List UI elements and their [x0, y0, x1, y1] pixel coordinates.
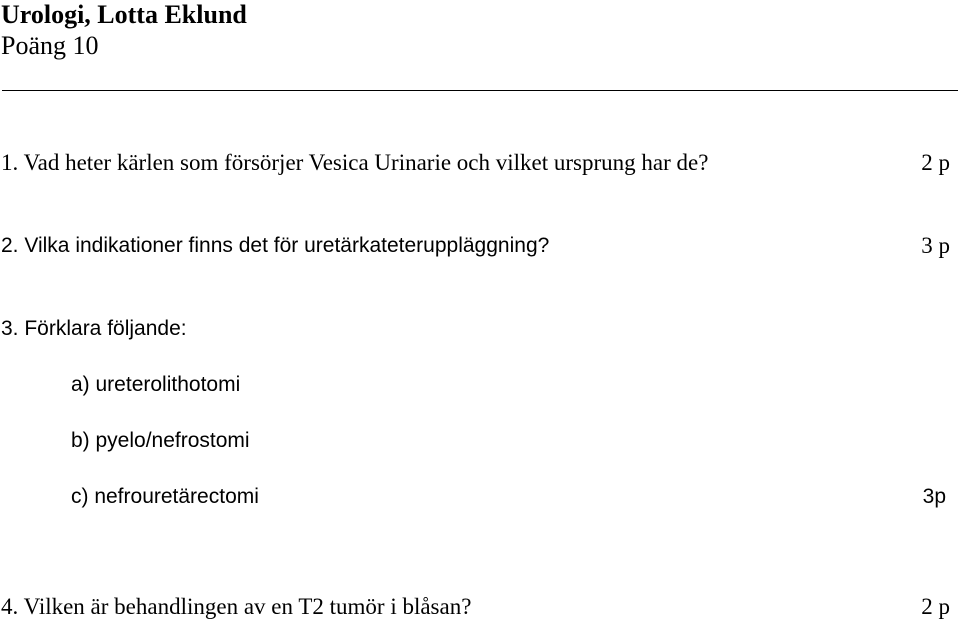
question-3-subitem-b: b) pyelo/nefrostomi: [71, 429, 250, 452]
question-2-points: 3 p: [921, 233, 950, 258]
question-3-subitem-a: a) ureterolithotomi: [71, 373, 241, 396]
question-3-points: 3p: [922, 485, 946, 508]
question-3-text: 3. Förklara följande:: [1, 317, 187, 340]
question-1-points: 2 p: [921, 150, 950, 175]
question-4-text: 4. Vilken är behandlingen av en T2 tumör i blåsan?: [1, 594, 472, 619]
question-3-subitem-c: c) nefrouretärectomi: [71, 485, 259, 508]
question-4-points: 2 p: [921, 594, 950, 619]
question-1-text: 1. Vad heter kärlen som försörjer Vesica Urinarie och vilket ursprung har de?: [1, 150, 709, 175]
horizontal-rule: [2, 90, 958, 91]
points-total: Poäng 10: [1, 31, 99, 60]
document-title: Urologi, Lotta Eklund: [1, 0, 247, 29]
question-2-text: 2. Vilka indikationer finns det för uretärkateteruppläggning?: [1, 234, 550, 257]
